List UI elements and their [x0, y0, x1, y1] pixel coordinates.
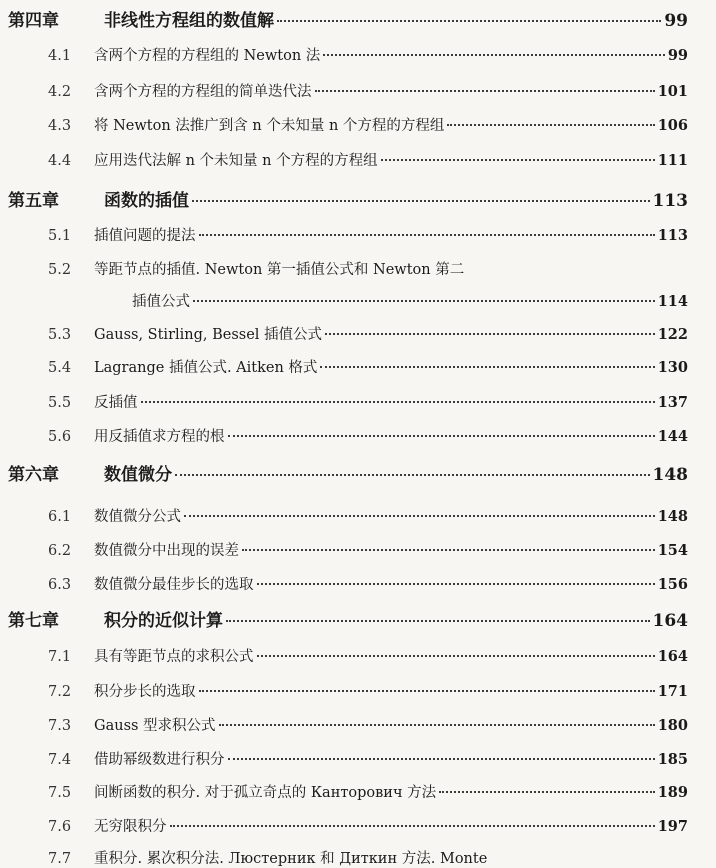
dot-leader — [193, 300, 655, 302]
entry-title: 间断函数的积分. 对于孤立奇点的 Канторович 方法 — [94, 785, 437, 801]
entry-number: 第六章 — [8, 465, 59, 485]
dot-leader — [199, 234, 655, 236]
dot-leader — [323, 54, 665, 56]
entry-title: 无穷限积分 — [94, 819, 167, 835]
entry-page-number: 106 — [657, 117, 688, 134]
toc-section-entry — [48, 505, 688, 526]
toc-section-entry — [48, 573, 688, 594]
entry-title: 数值微分公式 — [94, 509, 181, 525]
entry-title: 借助幂级数进行积分 — [94, 752, 225, 768]
toc-section-entry — [48, 44, 688, 65]
toc-chapter-entry — [8, 606, 688, 631]
entry-number: 4.2 — [48, 84, 72, 100]
entry-title: 积分的近似计算 — [104, 611, 223, 631]
dot-leader — [228, 435, 655, 437]
dot-leader — [320, 366, 654, 368]
entry-title: 用反插值求方程的根 — [94, 429, 225, 445]
toc-chapter-entry — [8, 460, 688, 485]
entry-number: 7.2 — [48, 684, 72, 700]
entry-page-number: 180 — [657, 717, 688, 734]
dot-leader — [199, 690, 655, 692]
entry-title: 反插值 — [94, 395, 138, 411]
entry-number: 第五章 — [8, 191, 59, 211]
entry-title: 函数的插值 — [104, 191, 189, 211]
entry-page-number: 189 — [657, 784, 688, 801]
entry-number: 7.5 — [48, 785, 72, 801]
dot-leader — [325, 333, 655, 335]
entry-number: 5.6 — [48, 429, 72, 445]
dot-leader — [381, 159, 655, 161]
dot-leader — [175, 474, 650, 476]
entry-page-number: 148 — [652, 465, 688, 485]
dot-leader — [219, 724, 655, 726]
entry-number: 5.4 — [48, 360, 72, 376]
entry-page-number: 130 — [657, 359, 688, 376]
dot-leader — [170, 825, 655, 827]
entry-number: 7.6 — [48, 819, 72, 835]
toc-section-entry — [48, 815, 688, 836]
entry-number: 6.1 — [48, 509, 72, 525]
entry-number: 6.3 — [48, 577, 72, 593]
entry-number: 6.2 — [48, 543, 72, 559]
entry-number: 7.7 — [48, 851, 72, 867]
toc-section-entry — [48, 680, 688, 701]
entry-page-number: 197 — [657, 818, 688, 835]
entry-title: 将 Newton 法推广到含 n 个未知量 n 个方程的方程组 — [94, 118, 445, 134]
entry-page-number: 99 — [664, 11, 688, 31]
entry-page-number: 114 — [657, 293, 688, 310]
toc-section-entry — [48, 114, 688, 135]
toc-section-entry — [48, 149, 688, 170]
entry-title: 插值问题的提法 — [94, 228, 196, 244]
entry-page-number: 171 — [657, 683, 688, 700]
toc-section-entry — [48, 714, 688, 735]
entry-title: 非线性方程组的数值解 — [104, 11, 274, 31]
toc-chapter-entry — [8, 6, 688, 31]
toc-section-entry — [48, 80, 688, 101]
toc-section-entry — [48, 323, 688, 344]
entry-number: 5.1 — [48, 228, 72, 244]
entry-number: 5.2 — [48, 262, 72, 278]
entry-page-number: 144 — [657, 428, 688, 445]
dot-leader — [141, 401, 655, 403]
entry-title: Gauss 型求积公式 — [94, 718, 216, 734]
entry-title: 数值微分 — [104, 465, 172, 485]
toc-section-entry — [48, 356, 688, 377]
entry-page-number: 164 — [652, 611, 688, 631]
entry-page-number: 156 — [657, 576, 688, 593]
entry-page-number: 113 — [652, 191, 688, 211]
entry-number: 5.3 — [48, 327, 72, 343]
toc-section-entry — [48, 847, 688, 868]
entry-page-number: 101 — [657, 83, 688, 100]
dot-leader — [257, 655, 655, 657]
entry-page-number: 185 — [657, 751, 688, 768]
dot-leader — [315, 90, 655, 92]
toc-chapter-entry — [8, 186, 688, 211]
entry-number: 第七章 — [8, 611, 59, 631]
entry-number: 5.5 — [48, 395, 72, 411]
entry-number: 4.4 — [48, 153, 72, 169]
entry-title: 含两个方程的方程组的 Newton 法 — [94, 48, 321, 64]
toc-section-entry — [48, 645, 688, 666]
entry-title: 重积分. 累次积分法. Люстерник 和 Диткин 方法. Monte — [94, 851, 488, 867]
dot-leader — [257, 583, 655, 585]
dot-leader — [439, 791, 655, 793]
toc-section-entry — [48, 224, 688, 245]
entry-title: Gauss, Stirling, Bessel 插值公式 — [94, 327, 323, 343]
dot-leader — [447, 124, 654, 126]
entry-number: 4.3 — [48, 118, 72, 134]
toc-section-entry — [48, 425, 688, 446]
dot-leader — [277, 20, 661, 22]
entry-page-number: 99 — [667, 47, 688, 64]
entry-page-number: 113 — [657, 227, 688, 244]
dot-leader — [242, 549, 655, 551]
entry-page-number: 111 — [657, 152, 688, 169]
toc-section-entry — [48, 258, 688, 279]
entry-title: 插值公式 — [132, 294, 190, 310]
entry-page-number: 122 — [657, 326, 688, 343]
entry-number: 7.4 — [48, 752, 72, 768]
entry-page-number: 154 — [657, 542, 688, 559]
toc-section-entry — [48, 539, 688, 560]
entry-title: 具有等距节点的求积公式 — [94, 649, 254, 665]
dot-leader — [228, 758, 655, 760]
toc-section-entry — [48, 748, 688, 769]
dot-leader — [226, 620, 650, 622]
dot-leader — [192, 200, 650, 202]
entry-title: 含两个方程的方程组的简单迭代法 — [94, 84, 312, 100]
entry-title: 积分步长的选取 — [94, 684, 196, 700]
entry-number: 4.1 — [48, 48, 72, 64]
entry-number: 第四章 — [8, 11, 59, 31]
entry-number: 7.3 — [48, 718, 72, 734]
entry-title: 数值微分中出现的误差 — [94, 543, 239, 559]
entry-title: 应用迭代法解 n 个未知量 n 个方程的方程组 — [94, 153, 378, 169]
entry-page-number: 164 — [657, 648, 688, 665]
entry-page-number: 148 — [657, 508, 688, 525]
entry-title: 数值微分最佳步长的选取 — [94, 577, 254, 593]
entry-title: 等距节点的插值. Newton 第一插值公式和 Newton 第二 — [94, 262, 465, 278]
dot-leader — [184, 515, 655, 517]
entry-title: Lagrange 插值公式. Aitken 格式 — [94, 360, 318, 376]
entry-page-number: 137 — [657, 394, 688, 411]
toc-section-entry — [48, 781, 688, 802]
toc-section-entry — [132, 290, 688, 311]
entry-number: 7.1 — [48, 649, 72, 665]
toc-section-entry — [48, 391, 688, 412]
